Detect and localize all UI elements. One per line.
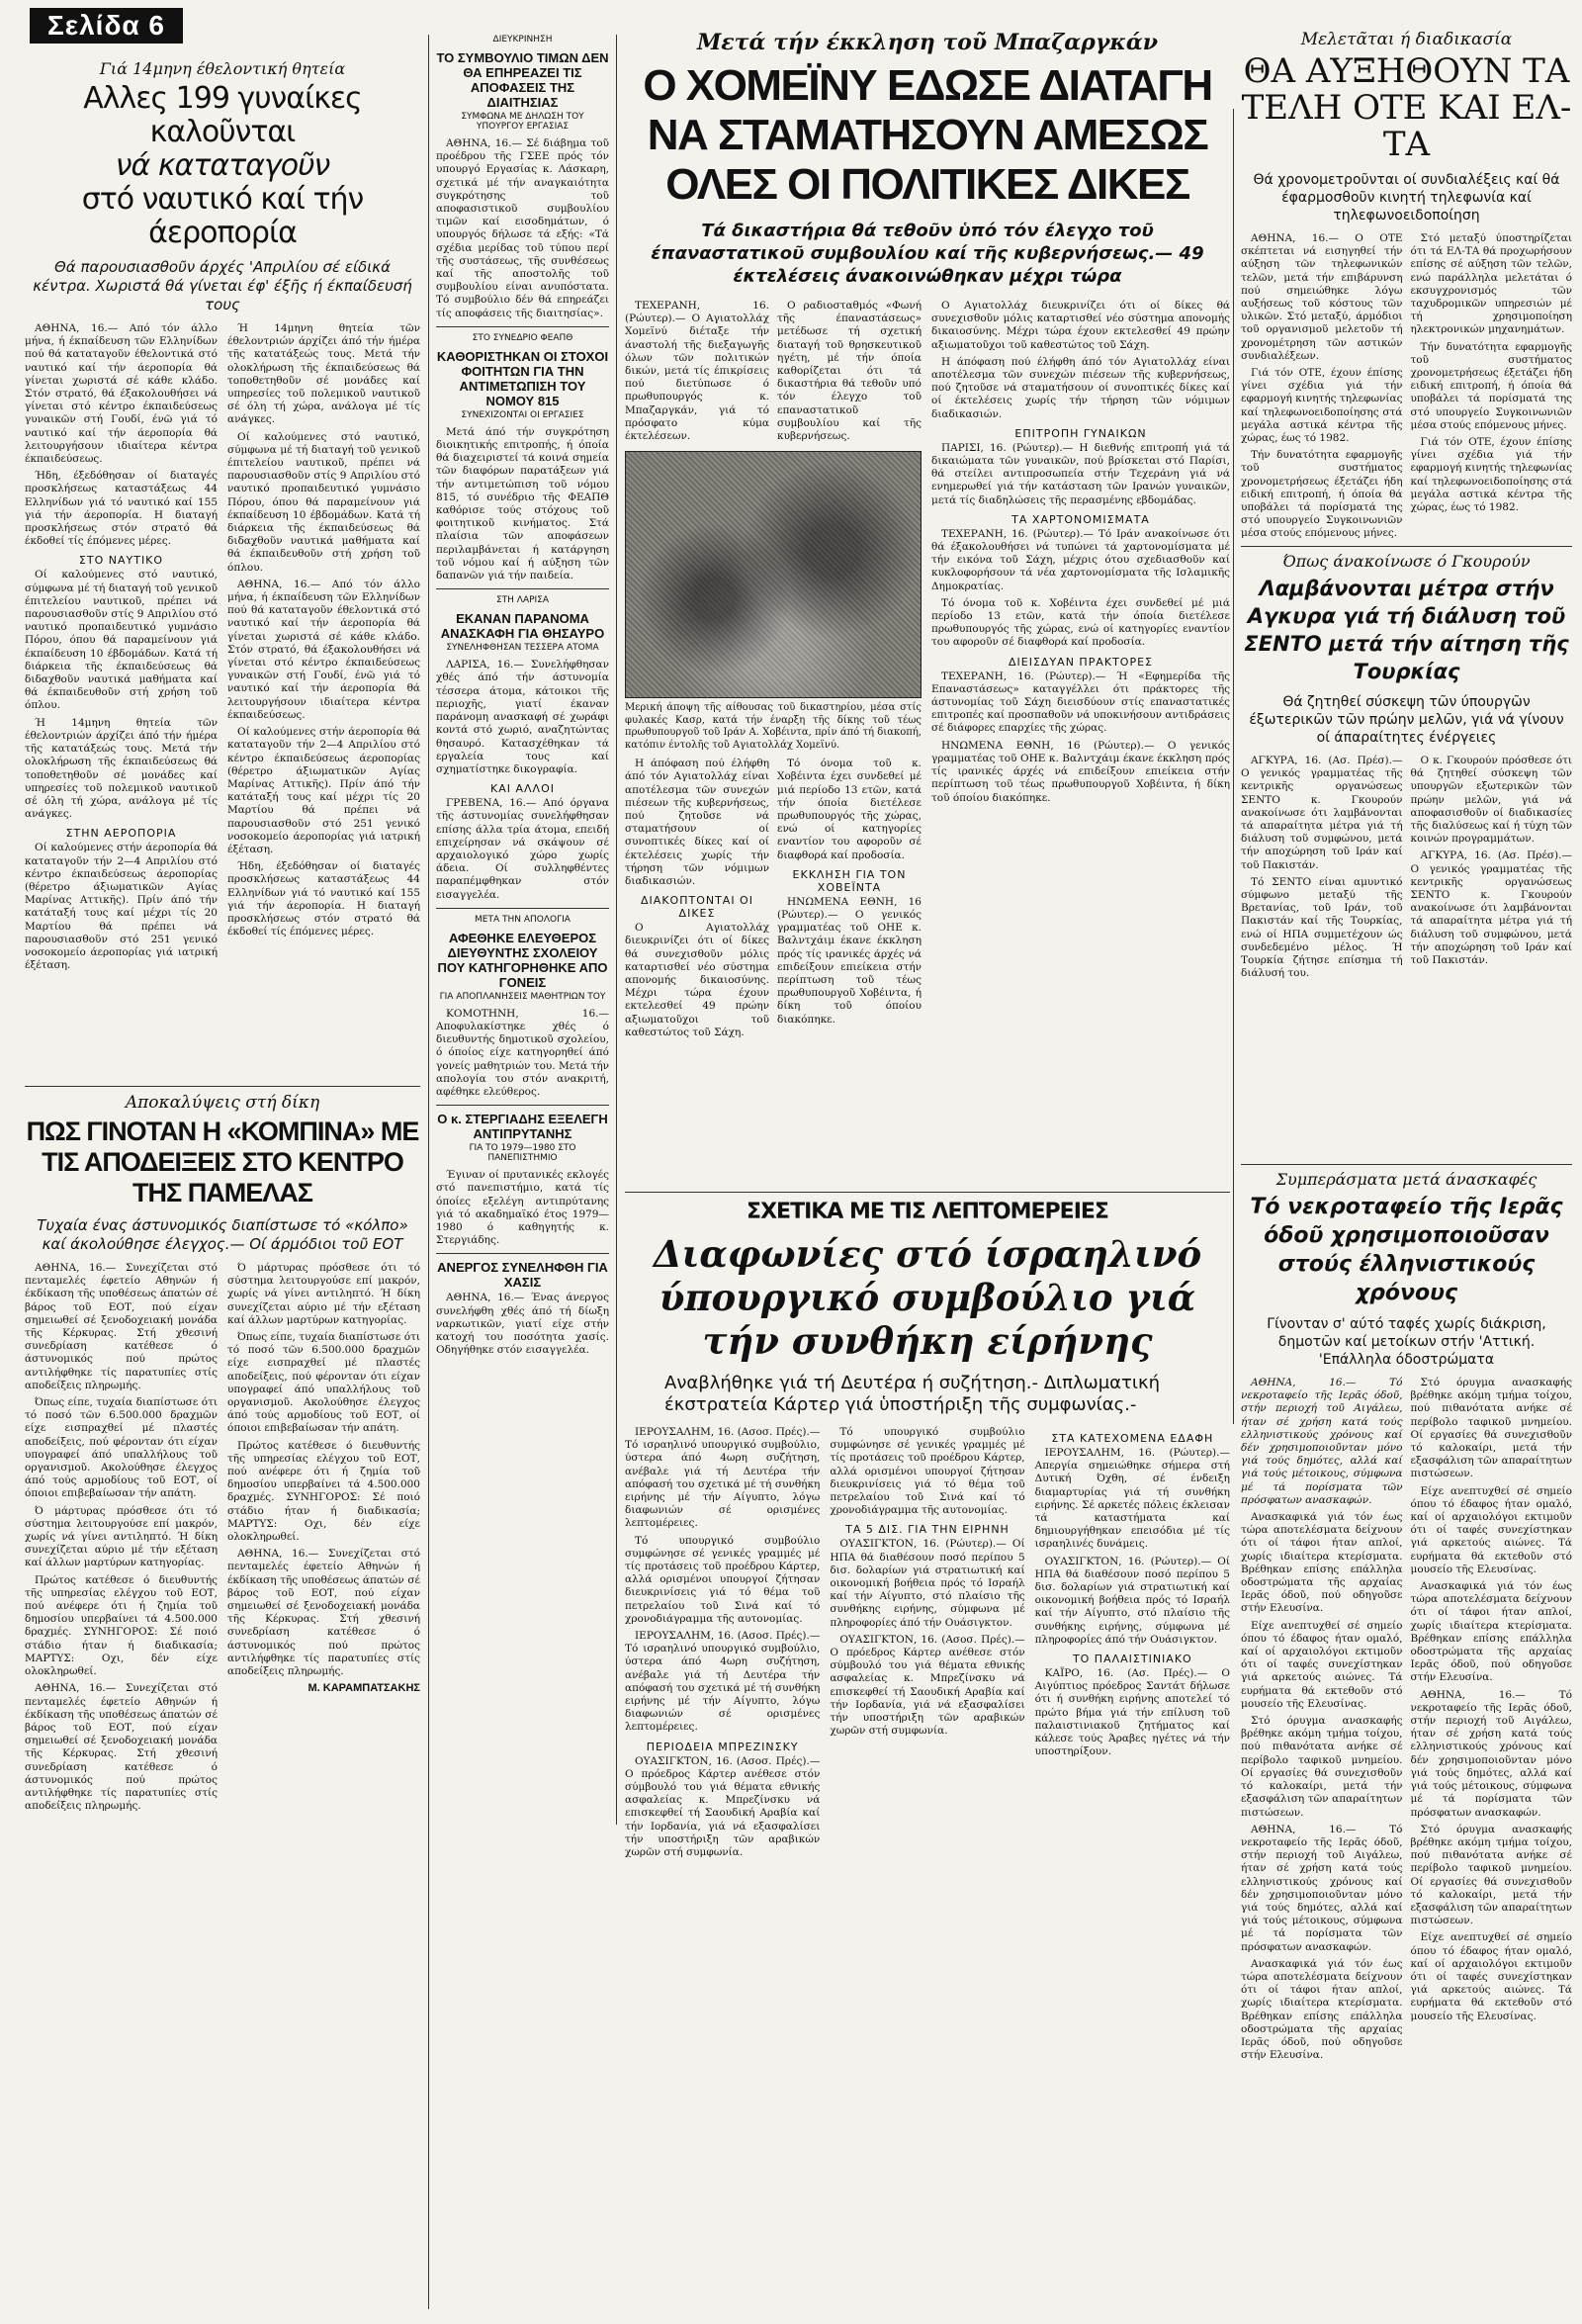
note: ΣΥΝΕΧΙΖΟΝΤΑΙ ΟΙ ΕΡΓΑΣΙΕΣ (461, 409, 584, 420)
article-israel (625, 1199, 1230, 2316)
body-text: ΗΝΩΜΕΝΑ ΕΘΝΗ, 16 (Ρώυτερ).— Ο γενικός γραμματέας τοῦ ΟΗΕ κ. Βαλντχάιμ έκανε έκκληση πρός τίς ιρανικές άρχές νά επιδείξουν επιείκεια στήν περίπτωση τοῦ τέως πρωθυπουργοῦ Χοβέιντα, ή δίκη τοῦ όποίου διακόπηκε. (931, 739, 1230, 804)
body-text: Ό μάρτυρας πρόσθεσε ότι τό σύστημα λειτουργούσε επί μακρόν, χωρίς νά γίνει αντιληπτό. Ή δίκη συνεχίζεται αύριο μέ τήν εξέταση καί άλλων μαρτύρων κατηγορίας. (25, 1504, 218, 1569)
headline: ΠΩΣ ΓΙΝΟΤΑΝ Η «ΚΟΜΠΙΝΑ» ΜΕ ΤΙΣ ΑΠΟΔΕΙΞΕΙΣ ΣΤΟ ΚΕΝΤΡΟ ΤΗΣ ΠΑΜΕΛΑΣ (26, 1117, 419, 1207)
body-text: Ανασκαφικά γιά τόν έως τώρα αποτελέσματα δείχνουν ότι οί τάφοι ήταν απλοί, χωρίς ιδιαίτερα κτερίσματα. Βρέθηκαν επίσης επάλληλα οδοστρώματα τῆς αρχαίας Ιερᾶς όδοῦ, πού οδηγοῦσε στήν Ελευσίνα. (1241, 1957, 1403, 2062)
headline: ΕΚΑΝΑΝ ΠΑΡΑΝΟΜΑ ΑΝΑΣΚΑΦΗ ΓΙΑ ΘΗΣΑΥΡΟ (440, 611, 605, 642)
body-text: Ήδη, έξεδόθησαν οί διαταγές προσκλήσεως καταστάξεως 44 Ελληνίδων γιά τό ναυτικό καί 155 γιά τήν άεροπορία. Η διαταγή προσκλήσεως στόν στρατό θά έκδοθεί τίς έπόμενες μέρες. (227, 860, 420, 939)
body-text: Οί καλούμενες στήν άεροπορία θά καταταγοῦν τήν 2—4 Απριλίου στό κέντρο έκπαιδεύσεως άεροπορίας (θέρετρο άξιωματικῶν Αγίας Μαρίνας Αττικῆς). Πρίν άπό τήν κατάταξή τους καί μέχρι τίς 20 Μαρτίου θά πρέπει νά παρουσιασθοῦν στό 251 γενικό νοσοκομείο άεροπορίας γιά ιατρική έξέταση. (25, 842, 218, 972)
body-text: Ήδη, έξεδόθησαν οί διαταγές προσκλήσεως καταστάξεως 44 Ελληνίδων γιά τό ναυτικό καί 155 γιά τήν άεροπορία. Η διαταγή προσκλήσεως στόν στρατό θά έκδοθεί τίς έπόμενες μέρες. (25, 470, 218, 548)
body-text: ΟΥΑΣΙΓΚΤΟΝ, 16. (Ρώυτερ).— Οί ΗΠΑ θά διαθέσουν ποσό περίπου 5 δισ. δολαρίων γιά στρατιωτική καί οικονομική βοήθεια πρός τό Ισραήλ καί τήν Αίγυπτο, στό πλαίσιο τῆς συνθήκης ειρήνης, σύμφωνα μέ πληροφορίες άπό τήν Ουάσιγκτον. (1034, 1555, 1230, 1646)
page-number (30, 8, 183, 44)
headline: Τό νεκροταφείο τῆς Ιερᾶς όδοῦ χρησιμοποιοῦσαν στούς έλληνιστικούς χρόνους (1250, 1195, 1563, 1305)
body-text: ΙΕΡΟΥΣΑΛΗΜ, 16. (Ασοσ. Πρές).— Τό ισραηλινό υπουργικό συμβούλιο, ύστερα άπό 4ωρη συζήτηση, ανέβαλε γιά τή Δευτέρα τήν απόφασή του σχετικά μέ τή συνθήκη ειρήνης μέ τήν Αίγυπτο, λόγω διαφωνιών σέ ορισμένες λεπτομέρειες. (625, 1630, 821, 1734)
headline: νά καταταγοῦν (115, 148, 330, 183)
body-text: Όπως είπε, τυχαία διαπίστωσε ότι τό ποσό τῶν 6.500.000 δραχμῶν είχε εισπραχθεί μέ πλαστές αποδείξεις, πού φέρονταν ότι είχαν υπογραφεί άπό υπαλλήλους τοῦ οργανισμοῦ. Ακολούθησε έλεγχος άπό τούς αρμοδίους τοῦ ΕΟΤ, οί όποιοι επιβεβαίωσαν τήν απάτη. (227, 1331, 420, 1435)
body-text: Στό όρυγμα ανασκαφής βρέθηκε ακόμη τμήμα τοίχου, πού πιθανότατα ανήκε σέ περίβολο ταφικοῦ μνημείου. Οί εργασίες θά συνεχισθοῦν τό καλοκαίρι, μετά τήν εξασφάλιση τῶν απαραίτητων πιστώσεων. (1410, 1377, 1572, 1480)
column-rule (616, 35, 617, 1825)
kicker: Αποκαλύψεις στή δίκη (125, 1093, 320, 1113)
body-text: ΑΘΗΝΑ, 16.— Συνεχίζεται στό πενταμελές έφετείο Αθηνών ή έκδίκαση τῆς υποθέσεως άπατών σέ βάρος τοῦ ΕΟΤ, πού είχαν σημειωθεί σέ ξενοδοχειακή μονάδα τῆς Κέρκυρας. Στή χθεσινή συνεδρίαση κατέθεσε ό άστυνομικός πού πρώτος αντιλήφθηκε τίς παρατυπίες στίς αποδείξεις πληρωμής. (25, 1682, 218, 1813)
body-text: ΟΥΑΣΙΓΚΤΟΝ, 16. (Ρώυτερ).— Οί ΗΠΑ θά διαθέσουν ποσό περίπου 5 δισ. δολαρίων γιά στρατιωτική καί οικονομική βοήθεια πρός τό Ισραήλ καί τήν Αίγυπτο, στό πλαίσιο τῆς συνθήκης ειρήνης, σύμφωνα μέ πληροφορίες άπό τήν Ουάσιγκτον. (830, 1538, 1025, 1629)
body-text: Οί καλούμενες στό ναυτικό, σύμφωνα μέ τή διαταγή τοῦ γενικοῦ έπιτελείου ναυτικοῦ, πρέπει νά παρουσιασθοῦν στίς 9 Απριλίου στό ναυτικό προπαιδευτικό γυμνάσιο Πόρου, όπου θά παραμείνουν γιά έκπαίδευση 10 έβδομάδων. Κατά τή διάρκεια τῆς έκπαιδεύσεως θά διδαχθοῦν ναυτικά μαθήματα καί θά έκπαιδευθοῦν στή χρήση τοῦ όπλου. (25, 569, 218, 712)
body-text: Τό όνομα τοῦ κ. Χοβέιντα έχει συνδεθεί μέ μιά περίοδο 13 ετῶν, κατά τήν όποία διετέλεσε πρωθυπουργός τῆς χώρας, ενώ οί κατηγορίες εναντίον του αφοροῦν σέ διαφθορά καί προδοσία. (777, 758, 922, 861)
headline: Ο ΧΟΜΕΪΝΥ ΕΔΩΣΕ ΔΙΑΤΑΓΗ ΝΑ ΣΤΑΜΑΤΗΣΟΥΝ ΑΜΕΣΩΣ ΟΛΕΣ ΟΙ ΠΟΛΙΤΙΚΕΣ ΔΙΚΕΣ (643, 61, 1212, 209)
kicker: Γιά 14μηνη έθελοντική θητεία (99, 59, 346, 78)
kicker: Μετά τήν έκκληση τοῦ Μπαζαργκάν (696, 30, 1159, 55)
label: ΣΤΗ ΛΑΡΙΣΑ (495, 595, 550, 606)
body-text: ΑΘΗΝΑ, 16.— Από τόν άλλο μήνα, ή έκπαίδευση τῶν Ελληνίδων πού θά καταταγοῦν έθελοντικά στό ναυτικό καί τήν άεροπορία θά γίνεται χωριστά σέ κάθε κλάδο. Στόν στρατό, θά έξακολουθήσει νά γίνεται στό κέντρο έκπαιδεύσεως γυναικῶν στή Γουδί, ένῶ γιά τό ναυτικό καί τήν άεροπορία θά λειτουργήσουν ιδιαίτερα κέντρα έκπαιδεύσεως. (227, 578, 420, 721)
headline: ΑΝΕΡΓΟΣ ΣΥΝΕΛΗΦΘΗ ΓΙΑ ΧΑΣΙΣ (437, 1260, 608, 1291)
body-text: ΤΕΧΕΡΑΝΗ, 16. (Ρώυτερ).— Ο Αγιατολλάχ Χομεϊνύ διέταξε τήν άναστολή τῆς διεξαγωγῆς όλων τῶν πολιτικών δικών, μετά τίς έπικρίσεις πού διετύπωσε ό πρωθυπουργός κ. Μπαζαργκάν, γιά τό πρόσφατο κύμα έκτελέσεων. (625, 300, 769, 443)
photo-caption: Μερική άποψη τῆς αίθουσας τοῦ δικαστηρίου, μέσα στίς φυλακές Κασρ, κατά τήν έναρξη τῆς δίκης τοῦ τέως πρωθυπουργοῦ τοῦ Ιράν Α. Χοβέιντα, πρίν άπό τή διακοπή, κατόπιν έντολῆς τοῦ Αγιατολλάχ Χομεϊνύ. (625, 702, 922, 751)
body-text: Ή 14μηνη θητεία τῶν έθελοντριών άρχίζει άπό τήν ήμέρα τῆς κατατάξεώς τους. Μετά τήν ολοκλήρωση τῆς έκπαιδεύσεως θά τοποθετηθοῦν σέ μονάδες καί υπηρεσίες τοῦ πολεμικοῦ ναυτικοῦ σέ όλη τή χώρα, ανάλογα μέ τίς ανάγκες. (227, 322, 420, 426)
body-text: Τό όνομα τοῦ κ. Χοβέιντα έχει συνδεθεί μέ μιά περίοδο 13 ετῶν, κατά τήν όποία διετέλεσε πρωθυπουργός τῆς χώρας, ενώ οί κατηγορίες εναντίον του αφοροῦν σέ διαφθορά καί προδοσία. (931, 596, 1230, 649)
subhead: ΕΚΚΛΗΣΗ ΓΙΑ ΤΟΝ ΧΟΒΕΪΝΤΑ (792, 867, 907, 894)
subhead: ΠΕΡΙΟΔΕΙΑ ΜΠΡΕΖΙΝΣΚΥ (646, 1740, 799, 1753)
body-text: Οί καλούμενες στό ναυτικό, σύμφωνα μέ τή διαταγή τοῦ γενικοῦ έπιτελείου ναυτικοῦ, πρέπει νά παρουσιασθοῦν στίς 9 Απριλίου στό ναυτικό προπαιδευτικό γυμνάσιο Πόρου, όπου θά παραμείνουν γιά έκπαίδευση 10 έβδομάδων. Κατά τή διάρκεια τῆς έκπαιδεύσεως θά διδαχθοῦν ναυτικά μαθήματα καί θά έκπαιδευθοῦν στή χρήση τοῦ όπλου. (227, 430, 420, 574)
body-text: ΤΕΧΕΡΑΝΗ, 16. (Ρώυτερ).— Τό Ιράν ανακοίνωσε ότι θά έξακολουθήσει νά τυπώνει τά χαρτονομίσματα μέ τήν εικόνα τοῦ Σάχη, μέχρις ότου σχεδιασθοῦν καί κυκλοφορήσουν τά νέα χαρτονομίσματα τῆς Ισλαμικῆς Δημοκρατίας. (931, 527, 1230, 592)
subhead: ΤΑ 5 ΔΙΣ. ΓΙΑ ΤΗΝ ΕΙΡΗΝΗ (845, 1523, 1010, 1537)
body-text: ΓΡΕΒΕΝΑ, 16.— Από όργανα τῆς άστυνομίας συνελήφθησαν επίσης άλλα τρία άτομα, επειδή επιχείρησαν νά σκάψουν σέ αρχαιολογικό χώρο χωρίς άδεια. Οί συλληφθέντες παραπέμφθηκαν στόν εισαγγελέα. (436, 797, 609, 901)
subhead: ΤΟ ΠΑΛΑΙΣΤΙΝΙΑΚΟ (1072, 1653, 1192, 1666)
headline: ΤΟ ΣΥΜΒΟΥΛΙΟ ΤΙΜΩΝ ΔΕΝ ΘΑ ΕΠΗΡΕΑΖΕΙ ΤΙΣ ΑΠΟΦΑΣΕΙΣ ΤΗΣ ΔΙΑΙΤΗΣΙΑΣ (436, 50, 609, 110)
kicker: Μελετᾶται ή διαδικασία (1300, 30, 1513, 49)
body-text: Είχε ανεπτυχθεί σέ σημείο όπου τό έδαφος ήταν ομαλό, καί οί αρχαιολόγοι εκτιμοῦν ότι οί ταφές συνεχίστηκαν γιά αρκετούς αιώνες. Τά ευρήματα θά εκτεθοῦν στό μουσείο τῆς Ελευσίνας. (1241, 1619, 1403, 1710)
deck: Θά παρουσιασθοῦν άρχές 'Απριλίου σέ είδικά κέντρα. Χωριστά θά γίνεται έφ' έξῆς ή έκπαίδευσή τους (33, 258, 412, 313)
section-rule (625, 1192, 1230, 1193)
body-text: ΗΝΩΜΕΝΑ ΕΘΝΗ, 16 (Ρώυτερ).— Ο γενικός γραμματέας τοῦ ΟΗΕ κ. Βαλντχάιμ έκανε έκκληση πρός τίς ιρανικές άρχές νά επιδείξουν επιείκεια στήν περίπτωση τοῦ τέως πρωθυπουργοῦ Χοβέιντα, ή δίκη τοῦ όποίου διακόπηκε. (777, 895, 922, 1026)
body-text: ΑΘΗΝΑ, 16.— Από τόν άλλο μήνα, ή έκπαίδευση τῶν Ελληνίδων πού θά καταταγοῦν έθελοντικά στό ναυτικό καί τήν άεροπορία θά γίνεται χωριστά σέ κάθε κλάδο. Στόν στρατό, θά έξακολουθήσει νά γίνεται στό κέντρο έκπαιδεύσεως γυναικῶν στή Γουδί, ένῶ γιά τό ναυτικό καί τήν άεροπορία θά λειτουργήσουν ιδιαίτερα κέντρα έκπαιδεύσεως. (25, 322, 218, 466)
body-text: ΑΘΗΝΑ, 16.— Συνεχίζεται στό πενταμελές έφετείο Αθηνών ή έκδίκαση τῆς υποθέσεως άπατών σέ βάρος τοῦ ΕΟΤ, πού είχαν σημειωθεί σέ ξενοδοχειακή μονάδα τῆς Κέρκυρας. Στή χθεσινή συνεδρίαση κατέθεσε ό άστυνομικός πού πρώτος αντιλήφθηκε τίς παρατυπίες στίς αποδείξεις πληρωμής. (227, 1548, 420, 1678)
body-text: ΠΑΡΙΣΙ, 16. (Ρώυτερ).— Η διεθνής επιτροπή γιά τά δικαιώματα τῶν γυναικῶν, πού βρίσκεται στό Παρίσι, θά στείλει αντιπροσωπεία στήν Τεχεράνη γιά νά ενημερωθεί γιά τήν κατάσταση τῶν Ιρανών γυναικῶν, μετά τίς διαδηλώσεις τῆς περασμένης εβδομάδας. (931, 441, 1230, 506)
body-text: Τήν δυνατότητα εφαρμογῆς τοῦ συστήματος χρονομετρήσεως έξετάζει ήδη ειδική επιτροπή, ή όποία θά υποβάλει τά πορίσματά της στό υπουργείο Συγκοινωνιῶν μέσα στούς επόμενους μήνες. (1410, 340, 1572, 431)
body-text: ΑΘΗΝΑ, 16.— Ένας άνεργος συνελήφθη χθές άπό τή δίωξη ναρκωτικῶν, γιατί είχε στήν κατοχή του ποσότητα χασίς. Οδηγήθηκε στόν εισαγγελέα. (436, 1292, 609, 1357)
deck: Θά χρονομετροῦνται οί συνδιαλέξεις καί θά έφαρμοσθοῦν κινητή τηλεφωνία καί τηλεφωνοειδοποίηση (1253, 172, 1560, 223)
label: ΔΙΕΥΚΡΙΝΗΣΗ (492, 35, 553, 45)
body-text: Είχε ανεπτυχθεί σέ σημείο όπου τό έδαφος ήταν ομαλό, καί οί αρχαιολόγοι εκτιμοῦν ότι οί ταφές συνεχίστηκαν γιά αρκετούς αιώνες. Τά ευρήματα θά εκτεθοῦν στό μουσείο τῆς Ελευσίνας. (1410, 1484, 1572, 1575)
subhead: ΔΙΕΙΣΔΥΑΝ ΠΡΑΚΤΟΡΕΣ (1009, 655, 1153, 669)
body-text: ΟΥΑΣΙΓΚΤΟΝ, 16. (Ασοσ. Πρές).— Ο πρόεδρος Κάρτερ ανέθεσε στόν σύμβουλό του γιά θέματα εθνικής ασφαλείας κ. Μπρεζίνσκυ νά επισκεφθεί τή Σαουδική Αραβία καί τήν Ιορδανία, γιά νά εξασφαλίσει τήν υποστήριξη τῶν αραβικών χωρῶν στή συμφωνία. (830, 1633, 1025, 1738)
headline: ΘΑ ΑΥΞΗΘΟΥΝ ΤΑ ΤΕΛΗ ΟΤΕ ΚΑΙ ΕΛ-ΤΑ (1241, 51, 1572, 164)
body-text: Είχε ανεπτυχθεί σέ σημείο όπου τό έδαφος ήταν ομαλό, καί οί αρχαιολόγοι εκτιμοῦν ότι οί ταφές συνεχίστηκαν γιά αρκετούς αιώνες. Τά ευρήματα θά εκτεθοῦν στό μουσείο τῆς Ελευσίνας. (1410, 1931, 1572, 2022)
body-text: Η άπόφαση πού έλήφθη άπό τόν Αγιατολλάχ είναι αποτέλεσμα τῶν συνεχών πιέσεων τῆς κυβερνήσεως, πού ζητοῦσε νά σταματήσουν οί συνοπτικές δίκες καί οί έκτελέσεις χωρίς τήν τήρηση τῶν νόμιμων διαδικασιών. (931, 355, 1230, 420)
body-text: Ο ραδιοσταθμός «Φωνή τῆς έπαναστάσεως» μετέδωσε τή σχετική διαταγή τοῦ θρησκευτικοῦ ηγέτη, μέ τήν όποία καθορίζεται ότι τά δικαστήρια θά τεθοῦν υπό τόν έλεγχο τοῦ επαναστατικοῦ συμβουλίου καί τῆς κυβερνήσεως. (777, 300, 922, 443)
body-text: Τό υπουργικό συμβούλιο συμφώνησε σέ γενικές γραμμές μέ τίς προτάσεις τοῦ προέδρου Κάρτερ, αλλά ορισμένοι υπουργοί ζήτησαν διευκρινίσεις γιά τό θέμα τοῦ πετρελαίου τοῦ Σινά καί τό χρονοδιάγραμμα τῆς αυτονομίας. (830, 1426, 1025, 1517)
body-text: Όπως είπε, τυχαία διαπίστωσε ότι τό ποσό τῶν 6.500.000 δραχμῶν είχε εισπραχθεί μέ πλαστές αποδείξεις, πού φέρονταν ότι είχαν υπογραφεί άπό υπαλλήλους τοῦ οργανισμοῦ. Ακολούθησε έλεγχος άπό τούς αρμοδίους τοῦ ΕΟΤ, οί όποιοι επιβεβαίωσαν τήν απάτη. (25, 1396, 218, 1500)
headline: Αλλες 199 γυναίκες καλοῦνται (83, 81, 362, 149)
body-text: ΑΘΗΝΑ, 16.— Τό νεκροταφείο τῆς Ιερᾶς όδοῦ, στήν περιοχή τοῦ Αιγάλεω, ήταν σέ χρήση κατά τούς ελληνιστικούς χρόνους καί δέν χρησιμοποιοῦνταν μόνο γιά τούς δημότες, αλλά καί γιά τούς μέτοικους, σύμφωνα μέ τά πορίσματα τῶν πρόσφατων ανασκαφών. (1241, 1377, 1403, 1506)
body-text: Έγιναν οί πρυτανικές εκλογές στό πανεπιστήμιο, κατά τίς όποίες εξελέγη αντιπρύτανης γιά τό ακαδημαϊκό έτος 1979—1980 ό καθηγητής κ. Στεργιάδης. (436, 1169, 609, 1247)
courtroom-photo (625, 451, 922, 698)
subhead: ΔΙΑΚΟΠΤΟΝΤΑΙ ΟΙ ΔΙΚΕΣ (641, 894, 753, 921)
article-kompina (25, 1093, 420, 2314)
body-text: Ό μάρτυρας πρόσθεσε ότι τό σύστημα λειτουργούσε επί μακρόν, χωρίς νά γίνει αντιληπτό. Ή δίκη συνεχίζεται αύριο μέ τήν εξέταση καί άλλων μαρτύρων κατηγορίας. (227, 1262, 420, 1326)
section-rule (25, 1086, 420, 1087)
label: ΣΤΟ ΣΥΝΕΔΡΙΟ ΦΕΑΠΘ (472, 332, 573, 343)
body-text: ΑΓΚΥΡΑ, 16. (Ασ. Πρέσ).— Ο γενικός γραμματέας τῆς κεντρικῆς οργανώσεως ΣΕΝΤΟ κ. Γκουρούν ανακοίνωσε ότι λαμβάνονται τά απαραίτητα μέτρα γιά τή διάλυση τοῦ συμφώνου, μετά τήν αποχώρηση τοῦ Ιράν καί τοῦ Πακιστάν. (1241, 755, 1403, 871)
body-text: ΛΑΡΙΣΑ, 16.— Συνελήφθησαν χθές άπό τήν άστυνομία τέσσερα άτομα, κάτοικοι τῆς περιοχῆς, γιατί έκαναν παράνομη ανασκαφή σέ χωράφι κοντά στό χωριό, αναζητώντας θησαυρό. Κατασχέθηκαν τά εργαλεία τους καί σχηματίστηκε δικογραφία. (436, 659, 609, 775)
deck: Τυχαία ένας άστυνομικός διαπίστωσε τό «κόλπο» καί άκολούθησε έλεγχος.— Οί άρμόδιοι τοῦ ΕΟΤ (37, 1216, 408, 1253)
body-text: Τό υπουργικό συμβούλιο συμφώνησε σέ γενικές γραμμές μέ τίς προτάσεις τοῦ προέδρου Κάρτερ, αλλά ορισμένοι υπουργοί ζήτησαν διευκρινίσεις γιά τό θέμα τοῦ πετρελαίου τοῦ Σινά καί τό χρονοδιάγραμμα τῆς αυτονομίας. (625, 1534, 821, 1625)
note: ΣΥΜΦΩΝΑ ΜΕ ΔΗΛΩΣΗ ΤΟΥ ΥΠΟΥΡΓΟΥ ΕΡΓΑΣΙΑΣ (461, 112, 584, 132)
note: ΣΥΝΕΛΗΦΘΗΣΑΝ ΤΕΣΣΕΡΑ ΑΤΟΜΑ (446, 643, 599, 654)
body-text: ΑΘΗΝΑ, 16.— Τό νεκροταφείο τῆς Ιερᾶς όδοῦ, στήν περιοχή τοῦ Αιγάλεω, ήταν σέ χρήση κατά τούς ελληνιστικούς χρόνους καί δέν χρησιμοποιοῦνταν μόνο γιά τούς δημότες, αλλά καί γιά τούς μέτοικους, σύμφωνα μέ τά πορίσματα τῶν πρόσφατων ανασκαφών. (1241, 1823, 1403, 1953)
body-text: ΑΓΚΥΡΑ, 16. (Ασ. Πρέσ).— Ο γενικός γραμματέας τῆς κεντρικῆς οργανώσεως ΣΕΝΤΟ κ. Γκουρούν ανακοίνωσε ότι λαμβάνονται τά απαραίτητα μέτρα γιά τή διάλυση τοῦ συμφώνου, μετά τήν αποχώρηση τοῦ Ιράν καί τοῦ Πακιστάν. (1410, 849, 1572, 967)
column-rule (428, 35, 429, 2309)
body-text: Μετά άπό τήν συγκρότηση διοικητικής επιτροπής, ή όποία θά διαχειριστεί τά κοινά σημεία τῶν διαφόρων παρατάξεων γιά τήν αντιμετώπιση τοῦ νόμου 815, τό συνέδριο τῆς ΦΕΑΠΘ καθόρισε τούς στόχους τοῦ φοιτητικοῦ κινήματος. Στά πλαίσια τῶν αποφάσεων περιλαμβάνεται ή κατάργηση τοῦ νόμου καί ή αύξηση τῶν δαπανῶν γιά τήν παιδεία. (436, 425, 609, 582)
headline: Ο κ. ΣΤΕΡΓΙΑΔΗΣ ΕΞΕΛΕΓΗ ΑΝΤΙΠΡΥΤΑΝΗΣ (437, 1112, 608, 1142)
subhead: ΣΤΟ ΝΑΥΤΙΚΟ (78, 554, 164, 568)
headline: ΑΦΕΘΗΚΕ ΕΛΕΥΘΕΡΟΣ ΔΙΕΥΘΥΝΤΗΣ ΣΧΟΛΕΙΟΥ ΠΟΥ ΚΑΤΗΓΟΡΗΘΗΚΕ ΑΠΟ ΓΟΝΕΙΣ (437, 930, 608, 990)
body-text: Ο Αγιατολλάχ διευκρινίζει ότι οί δίκες θά συνεχισθοῦν μόλις καταρτισθεί νέο σύστημα απονομής δικαιοσύνης. Μέχρι τώρα έχουν εκτελεσθεί 49 πρώην αξιωματοῦχοι τοῦ καθεστώτος τοῦ Σάχη. (625, 922, 769, 1038)
column-briefs (436, 35, 609, 2309)
article-ote (1241, 30, 1572, 544)
headline: Διαφωνίες στό ίσραηλινό ύπουργικό συμβούλιο γιά τήν συνθήκη είρήνης (653, 1232, 1202, 1363)
body-text: Τήν δυνατότητα εφαρμογῆς τοῦ συστήματος χρονομετρήσεως έξετάζει ήδη ειδική επιτροπή, ή όποία θά υποβάλει τά πορίσματά της στό υπουργείο Συγκοινωνιῶν μέσα στούς επόμενους μήνες. (1241, 449, 1403, 540)
column-rule (1233, 109, 1234, 1424)
body-text: ΑΘΗΝΑ, 16.— Τό νεκροταφείο τῆς Ιερᾶς όδοῦ, στήν περιοχή τοῦ Αιγάλεω, ήταν σέ χρήση κατά τούς ελληνιστικούς χρόνους καί δέν χρησιμοποιοῦνταν μόνο γιά τούς δημότες, αλλά καί γιά τούς μέτοικους, σύμφωνα μέ τά πορίσματα τῶν πρόσφατων ανασκαφών. (1410, 1688, 1572, 1819)
label: ΜΕΤΑ ΤΗΝ ΑΠΟΛΟΓΙΑ (475, 914, 571, 925)
body-text: ΑΘΗΝΑ, 16.— Ο ΟΤΕ σκέπτεται νά εισηγηθεί τήν αύξηση τῶν τηλεφωνικών τελῶν, μετά τήν επιβάρυνση πού σημειώθηκε λόγω αυξήσεως τοῦ κόστους τῶν υλικῶν. Στό μεταξύ, άρμόδιοι τοῦ οργανισμοῦ μελετοῦν τή χρονομέτρηση τῶν αστικών συνδιαλέξεων. (1241, 232, 1403, 362)
body-text: Στό μεταξύ ύποστηρίζεται ότι τά ΕΛ-ΤΑ θά προχωρήσουν επίσης σέ αύξηση τῶν τελῶν, ενώ παράλληλα μελετάται ό εκσυγχρονισμός τῶν ταχυδρομικῶν υπηρεσιών μέ τή χρησιμοποίηση ηλεκτρονικών μηχανημάτων. (1410, 232, 1572, 336)
body-text: ΤΕΧΕΡΑΝΗ, 16. (Ρώυτερ).— Ή «Εφημερίδα τῆς Επαναστάσεως» καταγγέλλει ότι πράκτορες τῆς άστυνομίας τοῦ Σάχη διεισδύουν στίς επαναστατικές επιτροπές καί προσπαθοῦν νά υποκινήσουν αντιδράσεις σέ διάφορες επαρχίες τῆς χώρας. (931, 670, 1230, 735)
subhead: ΚΑΙ ΑΛΛΟΙ (490, 782, 555, 796)
body-text: Πρώτος κατέθεσε ό διευθυντής τῆς υπηρεσίας ελέγχου τοῦ ΕΟΤ, πού ανέφερε ότι ή ζημία τοῦ δημοσίου υπερβαίνει τά 4.500.000 δραχμές. ΣΥΝΗΓΟΡΟΣ: Σέ ποιό στάδιο ήταν ή διαδικασία; ΜΑΡΤΥΣ: Οχι, δέν είχε ολοκληρωθεί. (227, 1439, 420, 1544)
body-text: Γιά τόν ΟΤΕ, έχουν έπίσης γίνει σχέδια γιά τήν εφαρμογή κινητής τηλεφωνίας καί τηλεφωνοειδοποίησης στά μεγάλα αστικά κέντρα τῆς χώρας, έως τό 1982. (1241, 367, 1403, 445)
article-women-service (25, 59, 420, 1078)
deck: Τά δικαστήρια θά τεθοῦν ὑπό τόν έλεγχο τοῦ έπαναστατικοῦ συμβουλίου καί τῆς κυβερνήσεως.— 49 έκτελέσεις άνακοινώθηκαν μέχρι τώρα (651, 221, 1204, 287)
kicker: Συμπεράσματα μετά άνασκαφές (1275, 1170, 1538, 1189)
kicker: ΣΧΕΤΙΚΑ ΜΕ ΤΙΣ ΛΕΠΤΟΜΕΡΕΙΕΣ (747, 1200, 1108, 1224)
article-cento (1241, 552, 1572, 1160)
byline: Μ. ΚΑΡΑΜΠΑΤΣΑΚΗΣ (308, 1682, 420, 1695)
body-text: ΟΥΑΣΙΓΚΤΟΝ, 16. (Ασοσ. Πρές).— Ο πρόεδρος Κάρτερ ανέθεσε στόν σύμβουλό του γιά θέματα εθνικής ασφαλείας κ. Μπρεζίνσκυ νά επισκεφθεί τή Σαουδική Αραβία καί τήν Ιορδανία, γιά νά εξασφαλίσει τήν υποστήριξη τῶν αραβικών χωρῶν στή συμφωνία. (625, 1754, 821, 1859)
body-text: Στό όρυγμα ανασκαφής βρέθηκε ακόμη τμήμα τοίχου, πού πιθανότατα ανήκε σέ περίβολο ταφικοῦ μνημείου. Οί εργασίες θά συνεχισθοῦν τό καλοκαίρι, μετά τήν εξασφάλιση τῶν απαραίτητων πιστώσεων. (1410, 1823, 1572, 1927)
headline: Λαμβάνονται μέτρα στήν Αγκυρα γιά τή διάλυση τοῦ ΣΕΝΤΟ μετά τήν αίτηση τῆς Τουρκίας (1244, 577, 1569, 683)
body-text: Τό ΣΕΝΤΟ είναι αμυντικό σύμφωνο μεταξύ τῆς Βρετανίας, τοῦ Ιράν, τοῦ Πακιστάν καί τῆς Τουρκίας, ενώ οί ΗΠΑ συμμετέχουν ώς συνδεδεμένο μέλος. Ή Τουρκία ζήτησε επίσημα τή διάλυσή του. (1241, 875, 1403, 980)
headline: ΚΑΘΟΡΙΣΤΗΚΑΝ ΟΙ ΣΤΟΧΟΙ ΦΟΙΤΗΤΩΝ ΓΙΑ ΤΗΝ ΑΝΤΙΜΕΤΩΠΙΣΗ ΤΟΥ ΝΟΜΟΥ 815 (436, 348, 609, 408)
body-text: Ο κ. Γκουρούν πρόσθεσε ότι θά ζητηθεί σύσκεψη τῶν υπουργῶν εξωτερικῶν τῶν πρώην μελῶν, γιά νά αποφασισθοῦν οί διαδικασίες τῆς διαλύσεως καί ή τύχη τῶν κοινών προγραμμάτων. (1410, 755, 1572, 846)
section-rule (1241, 1164, 1572, 1165)
subhead: ΣΤΑ ΚΑΤΕΧΟΜΕΝΑ ΕΔΑΦΗ (1051, 1432, 1214, 1445)
body-text: ΑΘΗΝΑ, 16.— Συνεχίζεται στό πενταμελές έφετείο Αθηνών ή έκδίκαση τῆς υποθέσεως άπατών σέ βάρος τοῦ ΕΟΤ, πού είχαν σημειωθεί σέ ξενοδοχειακή μονάδα τῆς Κέρκυρας. Στή χθεσινή συνεδρίαση κατέθεσε ό άστυνομικός πού πρώτος αντιλήφθηκε τίς παρατυπίες στίς αποδείξεις πληρωμής. (25, 1262, 218, 1391)
headline: στό ναυτικό καί τήν άεροπορία (81, 182, 364, 250)
body-text: Ανασκαφικά γιά τόν έως τώρα αποτελέσματα δείχνουν ότι οί τάφοι ήταν απλοί, χωρίς ιδιαίτερα κτερίσματα. Βρέθηκαν επίσης επάλληλα οδοστρώματα τῆς αρχαίας Ιερᾶς όδοῦ, πού οδηγοῦσε στήν Ελευσίνα. (1241, 1511, 1403, 1615)
section-rule (1241, 546, 1572, 547)
body-text: Ή 14μηνη θητεία τῶν έθελοντριών άρχίζει άπό τήν ήμέρα τῆς κατατάξεώς τους. Μετά τήν ολοκλήρωση τῆς έκπαιδεύσεως θά τοποθετηθοῦν σέ μονάδες καί υπηρεσίες τοῦ πολεμικοῦ ναυτικοῦ σέ όλη τή χώρα, ανάλογα μέ τίς ανάγκες. (25, 716, 218, 821)
body-text: ΙΕΡΟΥΣΑΛΗΜ, 16. (Ασοσ. Πρές).— Τό ισραηλινό υπουργικό συμβούλιο, ύστερα άπό 4ωρη συζήτηση, ανέβαλε γιά τή Δευτέρα τήν απόφασή του σχετικά μέ τή συνθήκη ειρήνης μέ τήν Αίγυπτο, λόγω διαφωνιών σέ ορισμένες λεπτομέρειες. (625, 1426, 821, 1530)
body-text: Ο Αγιατολλάχ διευκρινίζει ότι οί δίκες θά συνεχισθοῦν μόλις καταρτισθεί νέο σύστημα απονομής δικαιοσύνης. Μέχρι τώρα έχουν εκτελεσθεί 49 πρώην αξιωματοῦχοι τοῦ καθεστώτος τοῦ Σάχη. (931, 300, 1230, 351)
page-label: Σελίδα 6 (30, 8, 183, 44)
deck: Γίνονταν σ' αύτό ταφές χωρίς διάκριση, δημοτῶν καί μετοίκων στήν 'Αττική. 'Επάλληλα όδοστρώματα (1267, 1316, 1546, 1368)
deck: Αναβλήθηκε γιά τή Δευτέρα ή συζήτηση.- Διπλωματική έκστρατεία Κάρτερ γιά ὑποστήριξη τῆς συμφωνίας.- (664, 1373, 1160, 1415)
body-text: Η άπόφαση πού έλήφθη άπό τόν Αγιατολλάχ είναι αποτέλεσμα τῶν συνεχών πιέσεων τῆς κυβερνήσεως, πού ζητοῦσε νά σταματήσουν οί συνοπτικές δίκες καί οί έκτελέσεις χωρίς τήν τήρηση τῶν νόμιμων διαδικασιών. (625, 758, 769, 888)
body-text: Στό όρυγμα ανασκαφής βρέθηκε ακόμη τμήμα τοίχου, πού πιθανότατα ανήκε σέ περίβολο ταφικοῦ μνημείου. Οί εργασίες θά συνεχισθοῦν τό καλοκαίρι, μετά τήν εξασφάλιση τῶν απαραίτητων πιστώσεων. (1241, 1715, 1403, 1819)
kicker: Όπως άνακοίνωσε ό Γκουρούν (1282, 552, 1531, 571)
subhead: ΕΠΙΤΡΟΠΗ ΓΥΝΑΙΚΩΝ (1014, 426, 1147, 440)
body-text: ΑΘΗΝΑ, 16.— Σέ διάβημα τοῦ προέδρου τῆς ΓΣΕΕ πρός τόν υπουργό Εργασίας κ. Λάσκαρη, σχετικά μέ τήν αναγκαιότητα συγκρότησης τοῦ αποφασιστικοῦ συμβουλίου τιμῶν καί εισοδημάτων, ό υπουργός δήλωσε τά εξής: «Τά σχέδια μερίδας τοῦ τύπου περί τῆς συστάσεως, τῆς συνθέσεως καί τῆς αποστολῆς τοῦ συμβουλίου είναι ανυπόστατα. Τό συμβούλιο δέν θά επηρεάζει τίς αποφάσεις τῆς διαιτησίας». (436, 137, 609, 319)
body-text: Ανασκαφικά γιά τόν έως τώρα αποτελέσματα δείχνουν ότι οί τάφοι ήταν απλοί, χωρίς ιδιαίτερα κτερίσματα. Βρέθηκαν επίσης επάλληλα οδοστρώματα τῆς αρχαίας Ιερᾶς όδοῦ, πού οδηγοῦσε στήν Ελευσίνα. (1410, 1580, 1572, 1684)
subhead: ΤΑ ΧΑΡΤΟΝΟΜΙΣΜΑΤΑ (1011, 512, 1150, 526)
body-text: Πρώτος κατέθεσε ό διευθυντής τῆς υπηρεσίας ελέγχου τοῦ ΕΟΤ, πού ανέφερε ότι ή ζημία τοῦ δημοσίου υπερβαίνει τά 4.500.000 δραχμές. ΣΥΝΗΓΟΡΟΣ: Σέ ποιό στάδιο ήταν ή διαδικασία; ΜΑΡΤΥΣ: Οχι, δέν είχε ολοκληρωθεί. (25, 1573, 218, 1678)
subhead: ΣΤΗΝ ΑΕΡΟΠΟΡΙΑ (65, 827, 177, 841)
body-text: ΙΕΡΟΥΣΑΛΗΜ, 16. (Ρώυτερ).— Απεργία σημειώθηκε σήμερα στή Δυτική Όχθη, σέ ένδειξη διαμαρτυρίας γιά τή συνθήκη ειρήνης. Σέ αρκετές πόλεις έκλεισαν τά καταστήματα καί δημιουργήθηκαν επεισόδια μέ τίς ισραηλινές δυνάμεις. (1034, 1447, 1230, 1551)
body-text: ΚΑΪΡΟ, 16. (Ασ. Πρές).— Ο Αιγύπτιος πρόεδρος Σαντάτ δήλωσε ότι ή συνθήκη ειρήνης αποτελεί τό πρώτο βήμα γιά τήν επίλυση τοῦ παλαιστινιακοῦ ζητήματος καί κάλεσε τούς Άραβες ηγέτες νά τήν υποστηρίξουν. (1034, 1667, 1230, 1758)
deck: Θά ζητηθεί σύσκεψη τῶν ύπουργῶν έξωτερικῶν τῶν πρώην μελῶν, γιά νά γίνουν οί άπαραίτητες ένέργειες (1249, 694, 1564, 746)
body-text: Γιά τόν ΟΤΕ, έχουν έπίσης γίνει σχέδια γιά τήν εφαρμογή κινητής τηλεφωνίας καί τηλεφωνοειδοποίησης στά μεγάλα αστικά κέντρα τῆς χώρας, έως τό 1982. (1410, 436, 1572, 514)
note: ΓΙΑ ΤΟ 1979—1980 ΣΤΟ ΠΑΝΕΠΙΣΤΗΜΙΟ (469, 1143, 576, 1164)
note: ΓΙΑ ΑΠΟΠΛΑΝΗΣΕΙΣ ΜΑΘΗΤΡΙΩΝ ΤΟΥ (439, 991, 606, 1002)
body-text: ΚΟΜΟΤΗΝΗ, 16.— Αποφυλακίστηκε χθές ό διευθυντής δημοτικοῦ σχολείου, ό όποίος είχε κατηγορηθεί άπό γονείς μαθητριών του. Μετά τήν απολογία του στόν ανακριτή, αφέθηκε ελεύθερος. (436, 1007, 609, 1098)
body-text: Οί καλούμενες στήν άεροπορία θά καταταγοῦν τήν 2—4 Απριλίου στό κέντρο έκπαιδεύσεως άεροπορίας (θέρετρο άξιωματικῶν Αγίας Μαρίνας Αττικῆς). Πρίν άπό τήν κατάταξή τους καί μέχρι τίς 20 Μαρτίου θά πρέπει νά παρουσιασθοῦν στό 251 γενικό νοσοκομείο άεροπορίας γιά ιατρική έξέταση. (227, 726, 420, 855)
article-cemetery (1241, 1170, 1572, 2312)
article-khomeini (625, 30, 1230, 1187)
